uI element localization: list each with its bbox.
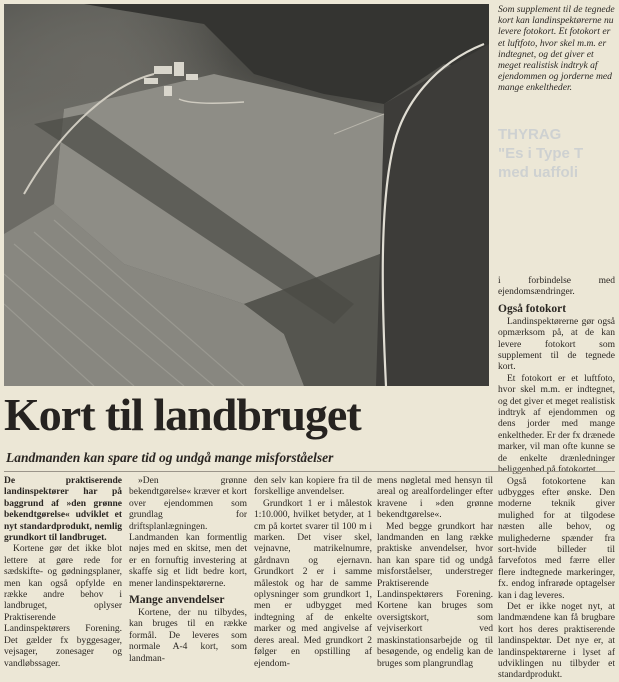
article-column-2 xyxy=(129,476,247,665)
col5-paragraph-3: Et fotokort er et luftfoto, hvor skel m.m. er indtegnet, og det giver et meget realistisk indtryk af ejendommen og dens jorder med mange enkeltheder. Er der fx drænede marker, vil man ofte kunne se de enkelte drænledninger xyxy=(498,373,615,464)
col3-paragraph-2: Grundkort 1 er i målestok 1:10.000, hvilket betyder, at 1 cm på kortet svarer til 100 m i marken. Det viser skel, vejnavne, matrikelnumre, gårdnavn og ejernavn. Grundkort 2 er i samme målestok og har de samme oplysninger som grundkort 1, men er udbygget med indtegning af de enkelte marker og med angivelse af deres areal. Med grundkort 2 følger en opstilling af ejendom- xyxy=(254,498,372,669)
article-column-1 xyxy=(4,476,122,670)
aerial-photo xyxy=(4,4,489,386)
divider xyxy=(4,471,615,472)
article-column-4 xyxy=(377,476,493,670)
col4-paragraph-2: Med begge grundkort har landmanden en lang række praktiske anvendelser, hvor han kan spare tid og undgå misforståelser, understreger Praktiserende Landinspektørers Forening. Kortene kan bruges som oversigtskort, som vejviserkort ved maskinstationsarbejde og til besøgende, og endelig kan de bruges som plangrundlag xyxy=(377,521,493,669)
col5-paragraph-2: Landinspektørerne gør også opmærksom på, at de kan levere fotokort som supplement til de tegnede kort. xyxy=(498,316,615,373)
article-subheadline: Landmanden kan spare tid og undgå mange misforståelser xyxy=(6,450,334,465)
col3-paragraph-1: den selv kan kopiere fra til de forskellige anvendelser. xyxy=(254,476,372,498)
col5-paragraph-5: Det er ikke noget nyt, at landmændene kan få brugbare kort hos deres praktiserende landinspektør. Det nye er, at landinspektørerne i lyset af udviklingen nu tilbyder et standardprodukt. xyxy=(498,601,615,681)
aerial-photo-fields xyxy=(4,4,489,386)
photo-caption: Som supplement til de tegnede kort kan landinspektørerne nu levere fotokort. Et fotokort er et luftfoto, hvor skel m.m. er indtegnet, og det giver et meget realistisk indtryk af ejendommen og jorderne med mange enkeltheder. xyxy=(498,4,615,94)
col2-paragraph-1: »Den grønne bekendtgørelse« kræver et kort over ejendommen som grundlag for driftsplanlægningen. Landmanden kan formentlig nøjes med en skitse, men det er en fornuftig investering at skaffe sig et lidt bedre kort, mener landinspektørerne. xyxy=(129,476,247,589)
article-column-3 xyxy=(254,476,372,670)
article-intro: De praktiserende landinspektører har på baggrund af »den grønne bekendtgørelse« udviklet et nyt standardprodukt, nemlig grundkort til landbruget. xyxy=(4,476,122,544)
article-column-5 xyxy=(498,276,615,682)
show-through-line-3: med uaffoli xyxy=(498,164,579,181)
show-through-line-1: THYRAG xyxy=(498,126,562,143)
section-heading-fotokort: Også fotokort xyxy=(498,302,567,315)
col2-paragraph-2: Kortene, der nu tilbydes, kan bruges til en række formål. De leveres som normale A-4 kort, som landman- xyxy=(129,608,247,664)
col5-paragraph-1: i forbindelse med ejendomsændringer. xyxy=(498,276,615,298)
show-through-text xyxy=(498,125,615,205)
section-heading-anvendelser: Mange anvendelser xyxy=(129,594,225,607)
show-through-line-2: "Es i Type T xyxy=(498,145,584,162)
article-headline: Kort til landbruget xyxy=(4,389,361,440)
col5-paragraph-4: Også fotokortene kan udbygges efter ønske. Den moderne teknik giver mulighed for at tilgodese næsten alle behov, og mulighederne spænder fra sort-hvide billeder til farvefotos med færre eller flere indtegnede markeringer, fx. endog infrarøde optagelser kan i dag leveres. xyxy=(498,476,615,601)
col1-paragraph-2: Kortene gør det ikke blot lettere at gøre rede for sædskifte- og gødningsplaner, men kan også opfylde en række andre behov i landbruget, oplyser Praktiserende Landinspektørers Forening. Det gælder fx byggesager, vejsager, zonesager og vandløbssager. xyxy=(4,544,122,669)
col4-paragraph-1: mens nøgletal med hensyn til areal og arealfordelinger efter kravene i »den grønne bekendtgørelse«. xyxy=(377,476,493,521)
